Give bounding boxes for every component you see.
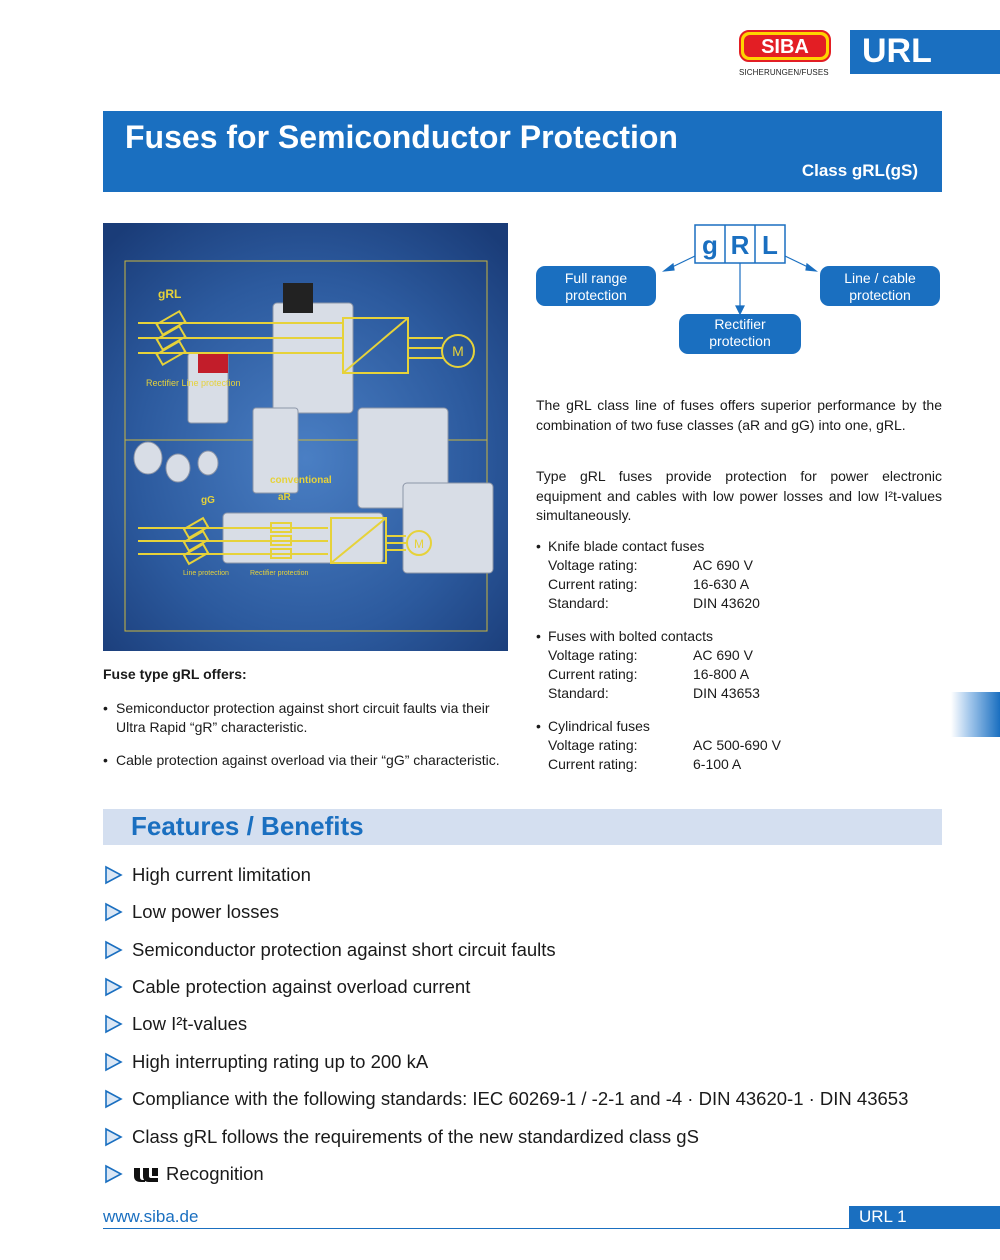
title-band — [103, 111, 942, 192]
spec-key: Voltage rating: — [548, 557, 638, 573]
triangle-bullet-icon — [103, 977, 123, 997]
section-tab-label: URL — [862, 32, 932, 70]
spec-heading: • Fuses with bolted contacts — [536, 627, 760, 646]
photo-label-motor-bottom: M — [414, 537, 424, 551]
photo-label-ar: aR — [278, 492, 291, 503]
feature-item — [103, 863, 311, 887]
spec-key: Standard: — [548, 595, 609, 611]
offers-bullet: • Cable protection against overload via their “gG” characteristic. — [103, 751, 518, 770]
spec-row — [536, 755, 781, 774]
photo-label-grl: gRL — [158, 287, 182, 301]
spec-row — [536, 594, 760, 613]
spec-row — [536, 684, 760, 703]
feature-text: Low power losses — [132, 901, 280, 922]
diagram-line-cable-line2: protection — [849, 287, 911, 303]
photo-label-line-protection: Line protection — [183, 570, 229, 577]
diagram-line-cable-line1: Line / cable — [844, 270, 916, 286]
spec-key: Current rating: — [548, 756, 638, 772]
feature-item — [103, 1125, 699, 1149]
feature-item — [103, 1012, 247, 1036]
spec-key: Voltage rating: — [548, 737, 638, 753]
spec-key: Standard: — [548, 685, 609, 701]
offers-bullet: • Semiconductor protection against short circuit faults via their Ultra Rapid “gR” characteristic. — [103, 699, 518, 737]
features-title: Features / Benefits — [131, 811, 364, 841]
spec-row — [536, 646, 760, 665]
diagram-letter-g: g — [702, 230, 718, 260]
triangle-bullet-icon — [103, 902, 123, 922]
feature-text: Recognition — [166, 1163, 264, 1184]
spec-value: 16-630 A — [693, 576, 750, 592]
diagram-full-range-line2: protection — [565, 287, 627, 303]
feature-text: Low I²t-values — [132, 1013, 248, 1034]
spec-key: Current rating: — [548, 576, 638, 592]
triangle-bullet-icon — [103, 1052, 123, 1072]
ul-recognition-mark-icon — [132, 1165, 160, 1183]
photo-label-rectifier-line: Rectifier Line protection — [146, 378, 241, 388]
feature-item — [103, 938, 556, 962]
spec-value: AC 500-690 V — [693, 737, 781, 753]
logo-subtitle: SICHERUNGEN/FUSES — [739, 68, 829, 77]
intro-paragraph: The gRL class line of fuses offers superior performance by the combination of two fuse classes (aR and gG) into one, gRL. — [536, 397, 942, 433]
feature-text: Compliance with the following standards: IEC 60269-1 / -2-1 and -4 · DIN 43620-1 · DIN 43653 — [132, 1088, 909, 1109]
logo-text: SIBA — [761, 36, 809, 58]
diagram-rectifier-line1: Rectifier — [714, 316, 766, 332]
spec-block-cylindrical — [536, 717, 781, 774]
feature-text: Semiconductor protection against short circuit faults — [132, 939, 556, 960]
triangle-bullet-icon — [103, 865, 123, 885]
photo-label-conventional: conventional — [270, 475, 332, 486]
spec-block-bolted — [536, 627, 760, 703]
spec-key: Current rating: — [548, 666, 638, 682]
siba-logo — [739, 30, 831, 62]
spec-heading: • Cylindrical fuses — [536, 717, 781, 736]
feature-text: Cable protection against overload current — [132, 976, 471, 997]
footer-divider — [103, 1228, 1000, 1229]
page-title: Fuses for Semiconductor Protection — [125, 119, 678, 155]
feature-item — [103, 1050, 428, 1074]
feature-item — [103, 975, 470, 999]
page-number-tab — [849, 1206, 1000, 1228]
spec-heading: • Knife blade contact fuses — [536, 537, 760, 556]
triangle-bullet-icon — [103, 1127, 123, 1147]
red-indicator — [198, 353, 228, 373]
diagram-rectifier-line2: protection — [709, 333, 771, 349]
feature-text: Class gRL follows the requirements of the new standardized class gS — [132, 1126, 699, 1147]
diagram-letter-l: L — [762, 230, 778, 260]
spec-value: AC 690 V — [693, 557, 753, 573]
spec-value: DIN 43620 — [693, 595, 760, 611]
spec-row — [536, 736, 781, 755]
side-index-tab — [951, 692, 1000, 737]
photo-label-motor-top: M — [452, 343, 464, 359]
page-subtitle: Class gRL(gS) — [801, 161, 918, 180]
website-link[interactable]: www.siba.de — [103, 1207, 199, 1226]
product-photo — [103, 223, 508, 651]
triangle-bullet-icon — [103, 940, 123, 960]
feature-item — [103, 900, 279, 924]
feature-text: High interrupting rating up to 200 kA — [132, 1051, 429, 1072]
offers-heading: Fuse type gRL offers: — [103, 666, 247, 682]
grl-class-diagram — [530, 220, 950, 360]
diagram-full-range-line1: Full range — [564, 270, 628, 286]
spec-block-knife-blade — [536, 537, 760, 613]
spec-row — [536, 665, 760, 684]
triangle-bullet-icon — [103, 1014, 123, 1034]
protection-paragraph: Type gRL fuses provide protection for power electronic equipment and cables with low power losses and low I²t-values simultaneously. — [536, 468, 942, 523]
spec-value: AC 690 V — [693, 647, 753, 663]
features-band — [103, 809, 942, 845]
spec-row — [536, 556, 760, 575]
spec-key: Voltage rating: — [548, 647, 638, 663]
section-tab — [850, 30, 1000, 74]
spec-row — [536, 575, 760, 594]
feature-text: High current limitation — [132, 864, 311, 885]
photo-label-gg: gG — [201, 495, 215, 506]
spec-value: DIN 43653 — [693, 685, 760, 701]
spec-value: 6-100 A — [693, 756, 742, 772]
triangle-bullet-icon — [103, 1089, 123, 1109]
feature-item — [103, 1162, 264, 1186]
triangle-bullet-icon — [103, 1164, 123, 1184]
spec-value: 16-800 A — [693, 666, 750, 682]
diagram-letter-r: R — [730, 230, 750, 260]
page-number: URL 1 — [859, 1207, 907, 1226]
feature-item — [103, 1087, 908, 1111]
photo-label-rectifier-protection: Rectifier protection — [250, 570, 309, 577]
